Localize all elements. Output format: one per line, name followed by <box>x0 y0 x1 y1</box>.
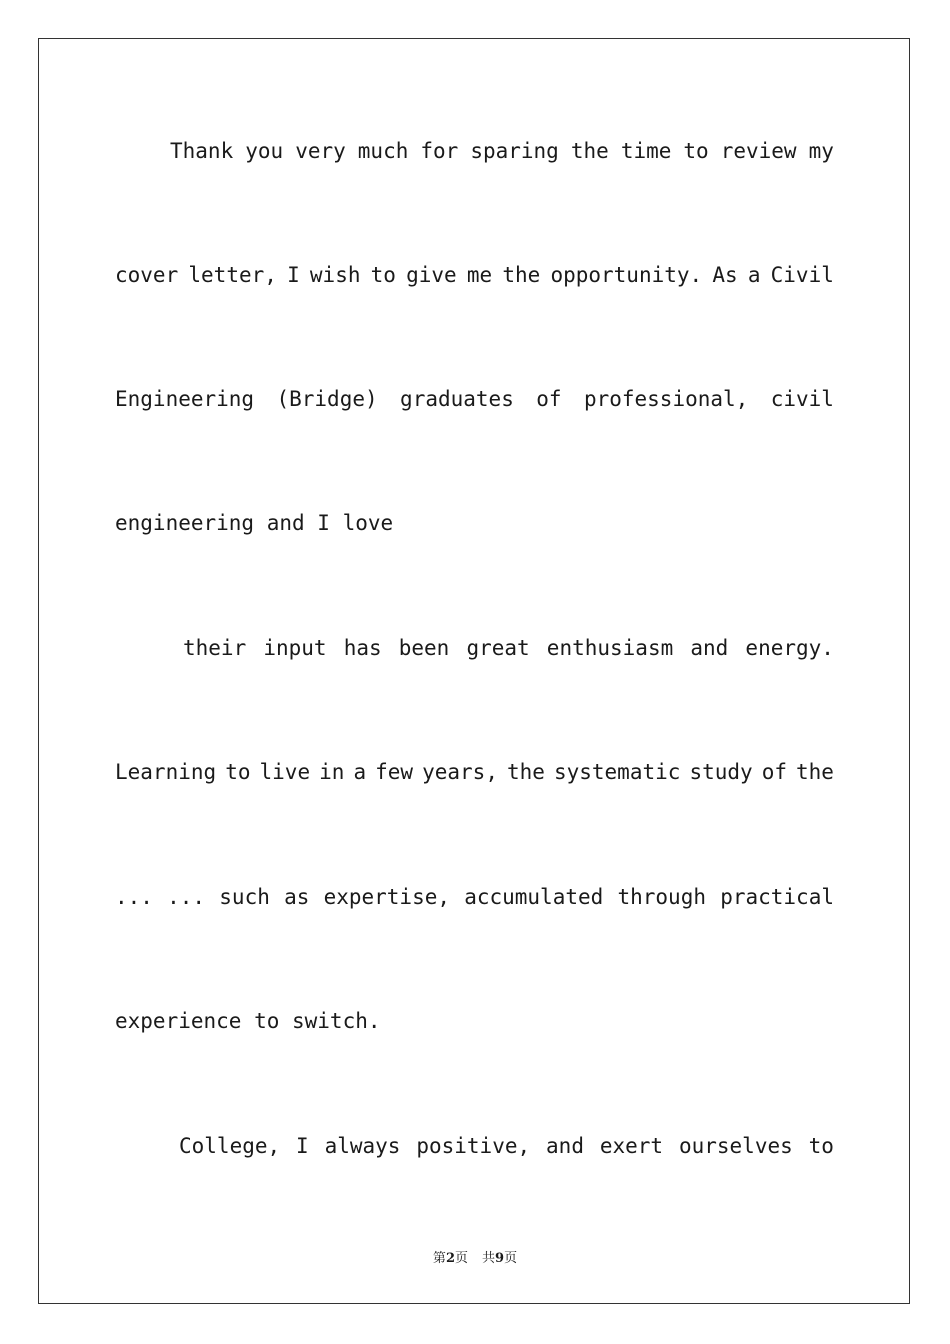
word: the <box>507 760 545 784</box>
word: much <box>357 139 409 163</box>
text-line: engineering and I love <box>115 511 394 535</box>
footer-total-suffix: 页 <box>504 1251 518 1266</box>
word: Civil <box>770 263 834 287</box>
word: as <box>284 885 310 909</box>
word: ourselves <box>678 1134 793 1158</box>
footer-page-suffix: 页 <box>454 1251 468 1266</box>
word: time <box>620 139 672 163</box>
word: systematic <box>553 760 681 784</box>
word: very <box>295 139 346 163</box>
word: exert <box>599 1134 664 1158</box>
word: review <box>720 139 797 163</box>
word: through <box>617 885 706 909</box>
word: few <box>375 760 414 784</box>
word: civil <box>770 387 834 411</box>
word: to <box>225 760 251 784</box>
word: the <box>796 760 834 784</box>
word: years, <box>422 760 498 784</box>
word: positive, <box>416 1134 531 1158</box>
word: the <box>570 139 609 163</box>
word: Thank <box>170 139 234 163</box>
footer-total-prefix: 共 <box>482 1251 496 1266</box>
page-footer <box>0 1247 950 1266</box>
word: accumulated <box>464 885 604 909</box>
word: enthusiasm <box>546 636 674 660</box>
word: energy. <box>745 636 834 660</box>
word: study <box>689 760 753 784</box>
word: give <box>406 263 457 287</box>
word: to <box>370 263 396 287</box>
page-border <box>38 38 910 1304</box>
word: has <box>343 636 382 660</box>
word: in <box>319 760 345 784</box>
word: ... <box>115 885 153 909</box>
word: I <box>287 263 300 287</box>
word: me <box>466 263 493 287</box>
text-line <box>115 386 834 412</box>
word: (Bridge) <box>276 387 378 411</box>
word: to <box>808 1134 834 1158</box>
word: I <box>296 1134 309 1158</box>
text-line <box>115 138 834 164</box>
word: and <box>546 1134 584 1158</box>
footer-page-prefix: 第 <box>432 1251 446 1266</box>
word: professional, <box>583 387 749 411</box>
word: cover <box>115 263 179 287</box>
word: their <box>183 636 247 660</box>
word: expertise, <box>323 885 450 909</box>
word: my <box>808 139 834 163</box>
word: a <box>353 760 367 784</box>
text-line <box>115 884 834 910</box>
word: Learning <box>115 760 217 784</box>
word: been <box>398 636 450 660</box>
text-line <box>115 262 834 288</box>
word: of <box>761 760 787 784</box>
word: the <box>502 263 541 287</box>
footer-page-number: 2 <box>445 1251 455 1266</box>
word: and <box>690 636 729 660</box>
text-line <box>115 759 834 785</box>
word: sparing <box>470 139 559 163</box>
word: such <box>219 885 270 909</box>
word: ... <box>167 885 206 909</box>
word: always <box>324 1134 401 1158</box>
word: College, <box>179 1134 281 1158</box>
word: opportunity. <box>550 263 703 287</box>
word: letter, <box>188 263 277 287</box>
text-line <box>115 1133 834 1159</box>
word: As <box>712 263 738 287</box>
word: for <box>420 139 459 163</box>
word: live <box>259 760 311 784</box>
word: wish <box>309 263 361 287</box>
text-line: experience to switch. <box>115 1009 381 1033</box>
word: to <box>683 139 709 163</box>
word: a <box>747 263 761 287</box>
text-line <box>115 635 834 661</box>
word: Engineering <box>115 387 255 411</box>
word: practical <box>720 885 834 909</box>
footer-total-number: 9 <box>495 1251 505 1266</box>
word: input <box>263 636 327 660</box>
word: graduates <box>400 387 514 411</box>
word: you <box>245 139 284 163</box>
word: of <box>536 387 562 411</box>
word: great <box>466 636 530 660</box>
